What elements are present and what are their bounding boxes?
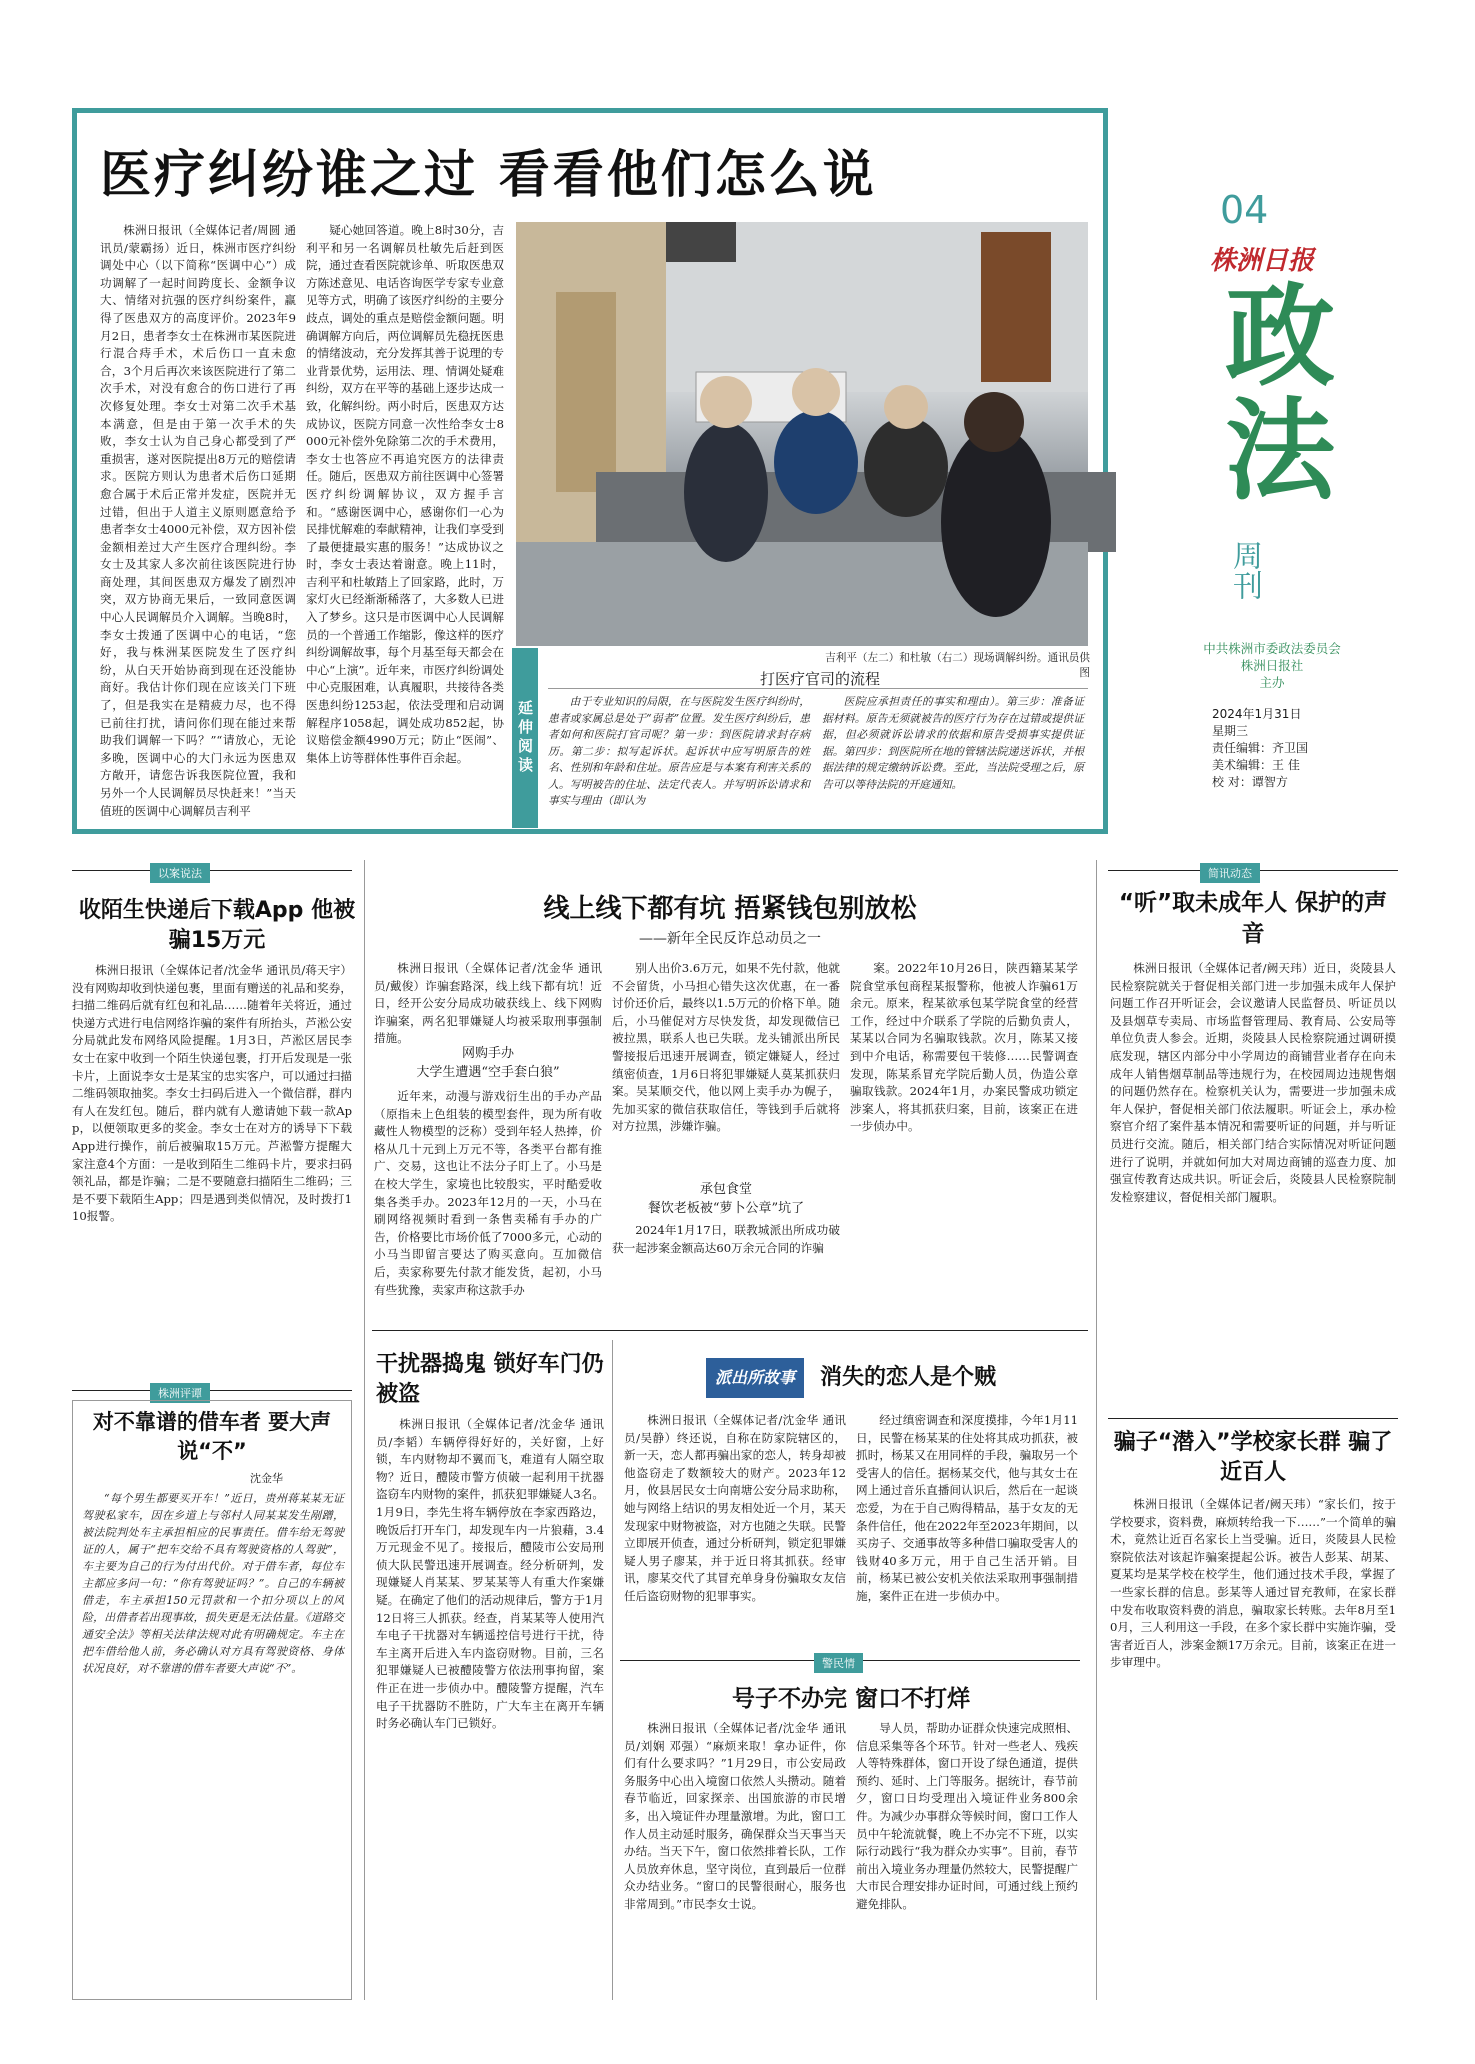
feature-photo-scene <box>516 222 1088 646</box>
extended-reading-text: 医院应承担责任的事实和理由）。第三步：准备证据材料。原告无须就被告的医疗行为存在过错或提供证据，但必须就诉讼请求的依据和原告受损事实提供证据。第四步：到医院所在地的管辖法院递送诉状，并根据法律的规定缴纳诉讼费。至此，当法院受理之后，原告可以等待法院的开庭通知。 <box>822 695 1084 791</box>
divider <box>612 1340 613 2000</box>
paper-logo: 株洲日报 <box>1210 246 1315 276</box>
divider <box>364 860 365 2000</box>
right-article-text: 株洲日报讯（全媒体记者/阙天玮）“家长们，按于学校要求，资料费，麻烦转给我一下……”一个简单的骗术，竟然让近百名家长上当受骗。近日，炎陵县人民检察院依法对该起诈骗案提起公诉。被告人彭某、胡某、夏某均是某学校在校学生，他们通过技术手段，掌握了一些家长群的信息。彭某等人通过冒充教师，在家长群中发布收取资料费的消息，骗取家长转账。去年8月至10月，三人利用这一手段，在多个家长群中实施诈骗，受害者近百人，涉案金额17万余元。目前，该案正在进一步审理中。 <box>1110 1497 1396 1670</box>
photo-caption: 吉利平（左二）和杜敏（右二）现场调解纠纷。通讯员供图 <box>825 652 1090 679</box>
opinion-headline: 对不靠谱的借车者 要大声说“不” <box>92 1410 332 1463</box>
divider <box>1108 1418 1398 1419</box>
staff-line: 校 对：谭智方 <box>1212 775 1288 789</box>
sponsor-block <box>1172 640 1372 691</box>
staff-name: 谭智方 <box>1251 775 1288 789</box>
subsection-line: 餐饮老板被“萝卜公章”坑了 <box>647 1201 805 1216</box>
mid-article-col2 <box>612 960 840 1170</box>
service-story-col2 <box>856 1720 1078 2000</box>
section-tag: 以案说法 <box>150 863 210 883</box>
police-story-col2 <box>856 1412 1078 1646</box>
staff-role: 校 对 <box>1212 775 1240 789</box>
feature-article-text: 疑心她回答道。晚上8时30分，吉利平和另一名调解员杜敏先后赶到医院，通过查看医院就诊单、听取医患双方陈述意见、电话咨询医学专家专业意见等方式，明确了该医疗纠纷的主要分歧点，调处的重点是赔偿金额问题。明确调解方向后，两位调解员先稳抚医患的情绪波动，充分发挥其善于说理的专业背景优势，运用法、理、情调处疑难纠纷，双方在平等的基础上逐步达成一致，化解纠纷。两小时后，医患双方达成协议，医院方同意一次性给李女士8000元补偿外免除第二次的手术费用，李女士也答应不再追究医方的法律责任。随后，医患双方前往医调中心签署医疗纠纷调解协议，双方握手言和。“感谢医调中心，感谢你们一心为民排忧解难的奉献精神，让我们享受到了最便捷最实惠的服务！”达成协议之时，李女士表达着谢意。晚上11时，吉利平和杜敏踏上了回家路，此时，万家灯火已经渐渐稀落了，大多数人已进入了梦乡。这只是市医调中心人民调解员的一个普通工作缩影，像这样的医疗纠纷调解故事，每个月基至每天都会在中心“上演”。近年来，市医疗纠纷调处中心克服困难，认真履职，共接待各类医患纠纷1253起，依法受理和启动调解程序1058起，调处成功852起，协议赔偿金额4990万元；防止“医闹”、集体上访等群体性事件百余起。 <box>306 223 504 765</box>
opinion-article-text: “每个男生都要买开车！”近日，贵州蒋某某无证驾驶私家车，因在乡道上与邻村人同某某发生剐蹭，被法院判处车主承担相应的民事责任。借车给无驾驶证的人，属于“把车交给不具有驾驶资格的人驾驶”，车主要为自己的行为付出代价。对于借车者，每位车主都应多问一句：“你有驾驶证吗？”。自己的车辆被借走，车主承担150元罚款和一个扣分项以上的风险，出借者若出现事故，损失更是无法估量。《道路交通安全法》等相关法律法规对此有明确规定。车主在把车借给他人前，务必确认对方具有驾驶资格、身体状况良好，对不靠谱的借车者要大声说“不”。 <box>82 1492 344 1675</box>
mid-subsection-title <box>374 1044 602 1082</box>
staff-role: 美术编辑 <box>1212 758 1261 772</box>
staff-role: 责任编辑 <box>1212 741 1261 755</box>
staff-name: 齐卫国 <box>1272 741 1309 755</box>
sponsor-line: 主办 <box>1259 675 1285 690</box>
police-story-col1 <box>624 1412 846 1646</box>
subsection-line: 网购手办 <box>461 1046 514 1061</box>
sponsor-line: 株洲日报社 <box>1240 658 1304 673</box>
extended-reading-col1 <box>548 694 810 824</box>
police-story-headline: 消失的恋人是个贼 <box>820 1365 997 1390</box>
section-tag: 简讯动态 <box>1200 863 1260 883</box>
mid-headline: 线上线下都有坑 捂紧钱包别放松 <box>543 894 917 924</box>
opinion-author: 沈金华 <box>250 1472 283 1485</box>
extended-reading-title: 打医疗官司的流程 <box>760 670 881 688</box>
issue-date-block <box>1212 706 1308 791</box>
left-article-text: 株洲日报讯（全媒体记者/沈金华 通讯员/蒋天宇）没有网购却收到快递包裹，里面有赠送的礼品和奖券，扫描二维码后就有红包和礼品……随着年关将近，通过快递方式进行电信网络诈骗的案件有所抬头，芦淞公安分局就此发布网络风险提醒。1月3日，芦淞区居民李女士在家中收到一个陌生快递包裹，打开后发现是一张卡片，上面说李女士是某宝的忠实客户，可以通过扫描二维码领取抽奖。李女士扫码后进入一个微信群，群内有人在发红包。随后，群内就有人邀请她下载一款App，以便领取更多的奖金。李女士在对方的诱导下下载App进行操作，前后被骗取15万元。芦淞警方提醒大家注意4个方面：一是收到陌生二维码卡片，要求扫码领礼品，都是诈骗；二是不要随意扫描陌生二维码；三是不要下载陌生App；四是遇到类似情况，及时拨打110报警。 <box>72 963 352 1224</box>
mid-article-text: 案。2022年10月26日，陕西籍某某学院食堂承包商程某报警称，他被人诈骗61万余元。原来，程某欲承包某学院食堂的经营工作，经过中介联系了学院的后勤负责人，某某以合同为名骗取钱款。次月，陈某又接到中介电话，称需要包干装修……民警调查发现，陈某系冒充学院后勤人员，伪造公章骗取钱款。2024年1月，办案民警成功锁定涉案人，将其抓获归案，目前，该案正在进一步侦办中。 <box>850 961 1078 1134</box>
right-headline: “听”取未成年人 保护的声音 <box>1118 890 1388 947</box>
issue-date: 2024年1月31日 <box>1212 707 1302 721</box>
section-logo: 政法 <box>1207 278 1336 506</box>
police-story-text: 经过缜密调查和深度摸排，今年1月11日，民警在杨某某的住处将其成功抓获，被抓时，杨某又在用同样的手段，骗取另一个受害人的信任。据杨某交代，他与其女士在网上通过音乐直播间认识后，然后在一起谈恋爱，为在于自己购得精品，基于女友的无条件信任，他在2022年至2023年期间，以买房子、交通事故等多种借口骗取受害人的钱财40多万元，用于自己生活开销。目前，杨某已被公安机关依法采取刑事强制措施，案件正在进一步侦办中。 <box>856 1413 1078 1603</box>
sponsor-line: 中共株洲市委政法委员会 <box>1203 641 1341 656</box>
section-tag: 株洲评谭 <box>150 1383 210 1403</box>
feature-article-col1 <box>100 222 296 822</box>
right-article <box>1110 960 1396 1402</box>
service-story-col1 <box>624 1720 846 2000</box>
service-story-headline: 号子不办完 窗口不打烊 <box>731 1686 970 1712</box>
section-tag: 警民情 <box>814 1653 863 1673</box>
right-headline-2: 骗子“潜入”学校家长群 骗了近百人 <box>1113 1430 1393 1485</box>
staff-name: 王 佳 <box>1272 758 1300 772</box>
mid-bottom-article <box>376 1416 604 2000</box>
opinion-article <box>82 1490 344 1990</box>
mid-article-col1 <box>374 960 602 1046</box>
mid-article-col1b <box>374 1088 602 1316</box>
staff-line: 美术编辑：王 佳 <box>1212 758 1300 772</box>
issue-weekday: 星期三 <box>1212 724 1249 738</box>
service-story-text: 导人员，帮助办证群众快速完成照相、信息采集等各个环节。针对一些老人、残疾人等特殊群体，窗口开设了绿色通道，提供预约、延时、上门等服务。据统计，春节前夕，窗口日均受理出入境证件业务800余件。为减少办事群众等候时间，窗口工作人员中午轮流就餐，晚上不办完不下班，以实际行动践行“我为群众办实事”。目前，春节前出入境业务办理量仍然较大，民警提醒广大市民合理安排办证时间，可通过线上预约避免排队。 <box>856 1721 1078 1911</box>
mid-article-text: 2024年1月17日，联教城派出所成功破获一起涉案金额高达60万余元合同的诈骗 <box>612 1223 840 1255</box>
subsection-line: 大学生遭遇“空手套白狼” <box>416 1065 560 1080</box>
mid-article-text: 株洲日报讯（全媒体记者/沈金华 通讯员/戴俊）诈骗套路深，线上线下都有坑！近日，经开公安分局成功破获线上、线下网购诈骗案，两名犯罪嫌疑人均被采取刑事强制措施。 <box>374 961 602 1046</box>
feature-photo <box>516 222 1088 646</box>
feature-article-text: 株洲日报讯（全媒体记者/周圆 通讯员/蒙霸扬）近日，株洲市医疗纠纷调处中心（以下简称“医调中心”）成功调解了一起时间跨度长、金额争议大、情绪对抗强的医疗纠纷案件，赢得了医患双方的高度评价。2023年9月2日，患者李女士在株洲市某医院进行混合痔手术，术后伤口一直未愈合，3个月后再次来该医院进行了第二次手术，对没有愈合的伤口进行了再次修复处理。李女士对第二次手术基本满意，但是由于第一次手术的失败，李女士认为自己身心都受到了严重损害，遂对医院提出8万元的赔偿请求。医院方则认为患者术后伤口延期愈合属于术后正常并发症，医院并无过错，但出于人道主义原则愿意给予患者李女士4000元补偿，双方因补偿金额相差过大产生医疗合理纠纷。李女士及其家人多次前往该医院进行协商处理，其间医患双方爆发了剧烈冲突，双方协商无果后，一致同意医调中心人民调解员介入调解。当晚8时，李女士拨通了医调中心的电话，“您好，我与株洲某医院发生了医疗纠纷，从白天开始协商到现在还没能协商好。我估计你们现在应该关门下班了，但是我实在是精疲力尽，也不得已前往打扰，请问你们现在能过来帮助我们调解一下吗？”“请放心，无论多晚，医调中心的大门永远为医患双方敞开，请您告诉我医院位置，我和另外一个人民调解员尽快赶来！”当天值班的医调中心调解员吉利平 <box>100 223 296 818</box>
mid-subhead: ——新年全民反诈总动员之一 <box>639 931 821 947</box>
right-article-text: 株洲日报讯（全媒体记者/阙天玮）近日，炎陵县人民检察院就关于督促相关部门进一步加强未成年人保护问题工作召开听证会，会议邀请人民监督员、听证员以及县烟草专卖局、市场监督管理局、教育局、公安局等单位负责人参会。近期，炎陵县人民检察院通过调研摸底发现，辖区内部分中小学周边的商铺营业者存在向未成年人销售烟草制品等违规行为，在校园周边违规售烟的问题仍然存在。检察机关认为，需要进一步加强未成年人保护，督促相关部门依法履职。听证会上，承办检察官介绍了案件基本情况和需要听证的问题，并与听证员进行交流。随后，相关部门结合实际情况对听证问题进行了说明，并就如何加大对周边商铺的巡查力度、加强宣传教育达成共识。听证会后，炎陵县人民检察院制发检察建议，督促相关部门履职。 <box>1110 961 1396 1204</box>
right-article-2 <box>1110 1496 1396 2000</box>
mid-bottom-article-text: 株洲日报讯（全媒体记者/沈金华 通讯员/李韬）车辆停得好好的，关好窗，上好锁，车内财物却不翼而飞，难道有人隔空取物？近日，醴陵市警方侦破一起利用干扰器盗窃车内财物的案件，抓获犯罪嫌疑人3名。1月9日，李先生将车辆停放在李家西路边，晚饭后打开车门，却发现车内一片狼藉，3.4万元现金不见了。接报后，醴陵市公安局刑侦大队民警迅速开展调查。经分析研判，发现嫌疑人肖某某、罗某某等人有重大作案嫌疑。在确定了他们的活动规律后，警方于1月12日将三人抓获。经查，肖某某等人使用汽车电子干扰器对车辆遥控信号进行干扰，待车主离开后进入车内盗窃财物。目前，三名犯罪嫌疑人已被醴陵警方依法刑事拘留，案件正在进一步侦办中。醴陵警方提醒，汽车电子干扰器防不胜防，广大车主在离开车辆时务必确认车门已锁好。 <box>376 1417 604 1731</box>
feature-title: 医疗纠纷谁之过 看看他们怎么说 <box>100 146 877 205</box>
service-story-text: 株洲日报讯（全媒体记者/沈金华 通讯员/刘娴 邓强）“麻烦来取！拿办证件，你们有什么要求吗？”1月29日，市公安局政务服务中心出入境窗口依然人头攒动。随着春节临近，回家探亲、出国旅游的市民增多，出入境证件办理量激增。为此，窗口工作人员主动延时服务，确保群众当天事当天办结。当天下午，窗口依然排着长队，工作人员放弃休息，坚守岗位，直到最后一位群众办结业务。“窗口的民警很耐心，服务也非常周到。”市民李女士说。 <box>624 1721 846 1911</box>
police-story-text: 株洲日报讯（全媒体记者/沈金华 通讯员/吴静）终还说，自称在防家院辖区的，新一天，恋人都再骗出家的恋人，转身却被他盗窃走了数额较大的财产。2023年12月，攸县居民女士向南塘公安分局求助称，她与网络上结识的男友相处近一个月，某天发现家中财物被盗，对方也随之失联。民警立即展开侦查，通过分析研判，锁定犯罪嫌疑人男子廖某，并于近日将其抓获。经审讯，廖某交代了其冒充单身身份骗取女友信任后盗窃财物的犯罪事实。 <box>624 1413 846 1603</box>
extended-reading-tag: 延伸阅读 <box>512 648 538 828</box>
subsection-line: 承包食堂 <box>699 1182 752 1197</box>
mid-bottom-headline: 干扰器捣鬼 锁好车门仍被盗 <box>376 1352 604 1407</box>
mid-article-text: 近年来，动漫与游戏衍生出的手办产品（原指未上色组装的模型套件，现为所有收藏性人物模型的泛称）受到年轻人热捧，价格从几十元到上万元不等，各类平台都有推广、交易，这也让不法分子盯上了。小马是在校大学生，家境也比较殷实，平时酷爱收集各类手办。2023年12月的一天，小马在刷网络视频时看到一条售卖稀有手办的广告，价格要比市场价低了7000多元，心动的小马当即留言要达了购买意向。互加微信后，卖家称要先付款才能发货，起初，小马有些犹豫，卖家声称这款手办 <box>374 1089 602 1297</box>
mid-subsection-title <box>612 1180 840 1218</box>
police-story-tag: 派出所故事 <box>706 1358 804 1398</box>
mid-article-col3 <box>850 960 1078 1312</box>
divider <box>548 688 1088 689</box>
weekly-label: 周刊 <box>1227 540 1262 600</box>
page-number: 04 <box>1220 188 1269 232</box>
mid-article-col2b <box>612 1222 840 1282</box>
left-article <box>72 962 352 1396</box>
staff-line: 责任编辑：齐卫国 <box>1212 741 1309 755</box>
divider <box>372 1330 1088 1331</box>
feature-article-col2 <box>306 222 504 822</box>
mid-article-text: 别人出价3.6万元，如果不先付款，他就不会留货，小马担心错失这次优惠，在一番讨价还价后，最终以1.5万元的价格下单。随后，小马催促对方尽快发货，却发现微信已被拉黑，联系人也已失联。龙头铺派出所民警接报后迅速开展调查，锁定嫌疑人，经过缜密侦查，1月6日将犯罪嫌疑人莫某抓获归案。吴某顺交代，他以网上卖手办为幌子，先加买家的微信获取信任，等钱到手后就将对方拉黑，涉嫌诈骗。 <box>612 961 840 1134</box>
divider <box>72 1390 352 1391</box>
left-headline: 收陌生快递后下载App 他被骗15万元 <box>78 898 356 953</box>
extended-reading-col2 <box>822 694 1084 824</box>
divider <box>72 870 352 871</box>
extended-reading-text: 由于专业知识的局限，在与医院发生医疗纠纷时，患者或家属总是处于“弱者”位置。发生医疗纠纷后，患者如何和医院打官司呢？第一步：到医院请求封存病历。第二步：拟写起诉状。起诉状中应写明原告的姓名、性别和年龄和住址。原告应是与本案有利害关系的人。写明被告的住址、法定代表人。并写明诉讼请求和事实与理由（即认为 <box>548 695 810 807</box>
divider <box>1096 860 1097 2000</box>
